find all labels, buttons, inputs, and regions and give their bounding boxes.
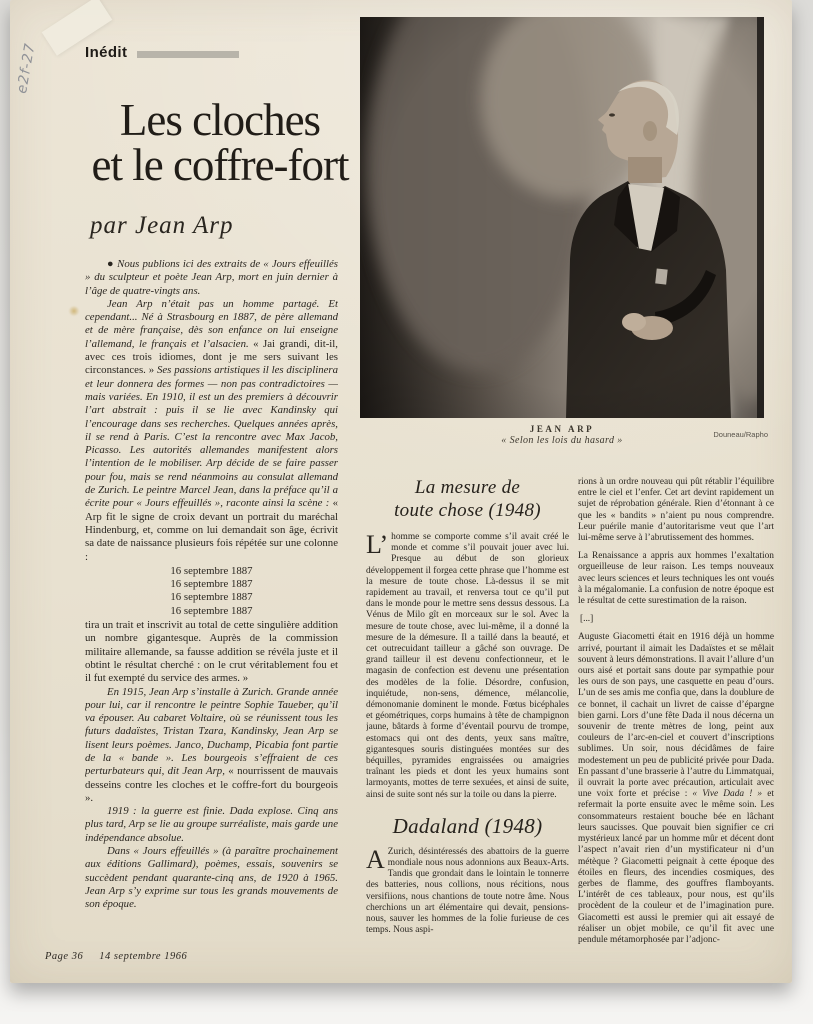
- date-line: 16 septembre 1887: [170, 578, 253, 591]
- paragraph-text: En 1915, Jean Arp s’installe à Zurich. Grande année pour lui, car il rencontre le peintre Sophie Taueber, qu’il va épouser. Au cabaret Voltaire, où se réunissent tous les futurs dadaïstes, Tristan Tzara, Kandinsky, Jean Arp se lisent leurs poèmes. Janco, Duchamp, Picabia font partie de la « bande ». Les bourgeois s’effraient de ces perturbateurs qui, dit Jean Arp,: [85, 685, 338, 778]
- kicker-bar: [137, 51, 239, 58]
- dates-column: [85, 565, 338, 618]
- paragraph: [85, 845, 338, 911]
- paragraph-text: « Jai grandi, dit-il, avec ces trois idiomes, dont je me sers suivant les circonstances. »: [85, 337, 338, 377]
- paragraph-text: 1919 : la guerre est finie. Dada explose. Cinq ans plus tard, Arp se lie au groupe surréaliste, mais garde une indépendance absolue.: [85, 805, 338, 844]
- section-heading-dadaland: Dadaland (1948): [392, 813, 543, 838]
- title-line-2: et le coffre-fort: [91, 140, 349, 190]
- caption-title: « Selon les lois du hasard »: [501, 435, 623, 446]
- photo-caption: [390, 424, 734, 446]
- paragraph-text: « Arp fit le signe de croix devant un portrait du maréchal Hindenburg, et, comme on lui demandait son âge, écrivit sa date de naissance plusieurs fois répétée sur une colonne :: [85, 497, 338, 563]
- date-line: 16 septembre 1887: [170, 604, 253, 617]
- page-footer: [45, 951, 203, 962]
- photo-illustration: [360, 17, 764, 418]
- paragraph: rions à un ordre nouveau qui pût rétablir l’équilibre entre le ciel et l’enfer. Cet art devint rapidement un sujet de réprobation générale. Rien d’étonnant à ce que les « bandits » n’aient pu nous comprendre. Leur puérile manie d’autoritarisme veut que l’art lui-même serve à l’abrutissement des hommes.: [578, 477, 774, 544]
- issue-date: 14 septembre 1966: [99, 951, 188, 962]
- magazine-page: [10, 0, 792, 983]
- paragraph: [366, 532, 569, 801]
- intro-column: [85, 258, 338, 958]
- date-line: 16 septembre 1887: [170, 564, 253, 577]
- right-column: [578, 468, 774, 980]
- article-title: [76, 95, 364, 190]
- heading-line: La mesure de: [414, 477, 521, 498]
- paragraph-text: Zurich, désintéressés des abattoirs de la guerre mondiale nous nous adonnions aux Beaux-Arts. Tandis que grondait dans le lointain le tonnerre des batteries, nous collions, nous récitions, nous versifiions, nous chantions de toute notre âme. Nous cherchions un art élémentaire qui devait, pensions-nous, sauver les hommes de la folie furieuse de ces temps. Nous aspi-: [366, 846, 569, 936]
- ellipsis-marker: [...]: [580, 614, 594, 625]
- paragraph: [85, 258, 338, 298]
- paragraph-text: et refermait la porte ensuite avec le même soin. Les consommateurs restaient bouche bée en lâchant leurs saucisses. Que pouvait bien signifier ce cri mystérieux lancé par un homme mûr et décent dont l’aspect n’avait rien d’un mystificateur ni d’un métèque ? Giacometti peignait à cette époque des étoiles en fleurs, des incendies cosmiques, des gerbes de flamme, des gouffres flamboyants. L’intérêt de ces tableaux, pour nous, est qu’ils procèdent de la couleur et de l’imagination pure. Giacometti est aussi le premier qui ait essayé de réaliser un objet mobile, ce qu’il fit avec une pendule métamorphosée par l’adjonc-: [578, 789, 774, 945]
- photo-credit: Douneau/Rapho: [713, 430, 768, 439]
- paragraph: [85, 298, 338, 564]
- kicker-label: Inédit: [85, 44, 128, 61]
- paragraph-text: Auguste Giacometti était en 1916 déjà un homme arrivé, pourtant il aimait les Dadaïstes et se mêlait souvent à leurs démonstrations. Il avait l’allure d’un ours aisé et portait sans doute par sympathie pour les ours de son pays, une casquette en peau d’ours. L’un de ses amis me confia que, dans la doublure de ce bonnet, il cachait un livret de caisse d’épargne bien garni. Lors d’une fête Dada il nous décerna un souvenir de trente mètres de long, peint aux couleurs de l’arc-en-ciel et couvert d’inscriptions sublimes. Un soir, nous décidâmes de faire modestement un peu de publicité privée pour Dada. En passant d’une brasserie à l’autre du Limmatquai, il ouvrait la porte avec précaution, articulait avec une voix forte et précise :: [578, 632, 774, 800]
- paragraph-text: « nourrissent de mauvais desseins contre les cloches et le coffre-fort du bourgeois ».: [85, 765, 338, 804]
- paragraph: [85, 805, 338, 845]
- paragraph: La Renaissance a appris aux hommes l’exaltation orgueilleuse de leur raison. Les temps nouveaux avec leurs sciences et leurs techniques les ont voués à la mégalomanie. La confusion de notre époque est le résultat de cette surestimation de la raison.: [578, 551, 774, 607]
- middle-column: [366, 468, 569, 980]
- paragraph: [85, 686, 338, 806]
- jean-arp-photo: [360, 17, 764, 418]
- paragraph-text: tira un trait et inscrivit au total de cette singulière addition un nombre gigantesque. Auprès de la commission militaire allemande, sa fausse addition se révéla juste et il obtint le résultat cherché : on le crut véritablement fou et il fut exempté du service des armes. »: [85, 619, 338, 685]
- paragraph-text: homme se comporte comme s’il avait créé le monde et comme s’il pouvait jouer avec lui. Presque au début de son glorieux développement il forgea cette phrase que l’homme est la mesure de toute chose. Là-dessus il se mit rapidement au travail, et renversa tout ce qu’il put dans le monde pour le mettre sens dessus dessous. La Vénus de Milo gît en morceaux sur le sol. Avec la mesure de toute chose, avec lui-même, il a donné la mesure de la démesure. Il a taillé dans la beauté, et cet outrecuidant tailleur a gâché son ouvrage. De grand tailleur il est devenu confectionneur, et le magasin de confection est devenu une présentation des modèles de la folie. Désordre, confusion, inquiétude, non-sens, démence, mélancolie, démonomanie dominent le monde. Fœtus bicéphales et géométriques, corps humains à tête de champignon jaune, bâtards à forme d’éventail pourvu de trompe, estomacs qui ont des dents, yeux sans maître, gigantesques souris distinguées montées sur des béquilles, pyramides engraissées ou amaigries traînant les pieds et dont les yeux humains sont larmoyants, mottes de terre sexuées, et ainsi de suite, ainsi de suite sont nés sur la toile ou dans la pierre.: [366, 532, 569, 800]
- caption-name: JEAN ARP: [529, 424, 595, 434]
- drop-cap: A: [366, 844, 385, 874]
- paragraph: [85, 619, 338, 685]
- paragraph: [578, 632, 774, 946]
- paragraph-text: ● Nous publions ici des extraits de « Jours effeuillés » du sculpteur et poète Jean Arp, mort en juin dernier à l’âge de quatre-vingts ans.: [85, 258, 338, 297]
- heading-line: toute chose (1948): [394, 500, 541, 521]
- paper-stain: [68, 306, 80, 316]
- handwritten-annotation: e2f-27: [14, 41, 39, 95]
- title-line-1: Les cloches: [119, 95, 321, 145]
- paragraph-text: Jean Arp n’était pas un homme partagé. Et cependant... Né à Strasbourg en 1887, de père allemand et de mère française, dès son enfance on lui enseigne l’allemand, le français et l’alsacien.: [85, 297, 338, 350]
- paragraph-text: Ses passions artistiques il les disciplinera et leur donnera des formes — non pas contradictoires — mais variées. En 1910, il est un des premiers à découvrir l’art abstrait : puis il se lie avec Kandinsky qui l’encourage dans ses recherches. Quelques années après, il se rend à Paris. C’est la rencontre avec Max Jacob, Picasso. Les autorités allemandes manifestent alors l’intention de le mobiliser. Arp décide de se faire passer pour fou, mais se rend néanmoins au consulat allemand de Zurich. Le peintre Marcel Jean, dans la préface qu’il a écrite pour « Jours effeuillés », raconte ainsi la scène :: [85, 364, 338, 510]
- section-heading-mesure: [366, 476, 569, 522]
- paragraph-text: « Vive Dada ! »: [692, 789, 763, 800]
- byline: par Jean Arp: [90, 212, 234, 239]
- paragraph-text: Dans « Jours effeuillés » (à paraître prochainement aux éditions Gallimard), poèmes, essais, souvenirs se succèdent pendant quarante-cinq ans, de 1920 à 1965. Jean Arp s’y exprime sur tous les grands mouvements de son époque.: [85, 845, 338, 911]
- drop-cap: L’: [366, 530, 389, 559]
- paragraph: [366, 844, 569, 937]
- kicker-row: [85, 44, 239, 61]
- page-number: Page 36: [45, 951, 84, 962]
- date-line: 16 septembre 1887: [170, 591, 253, 604]
